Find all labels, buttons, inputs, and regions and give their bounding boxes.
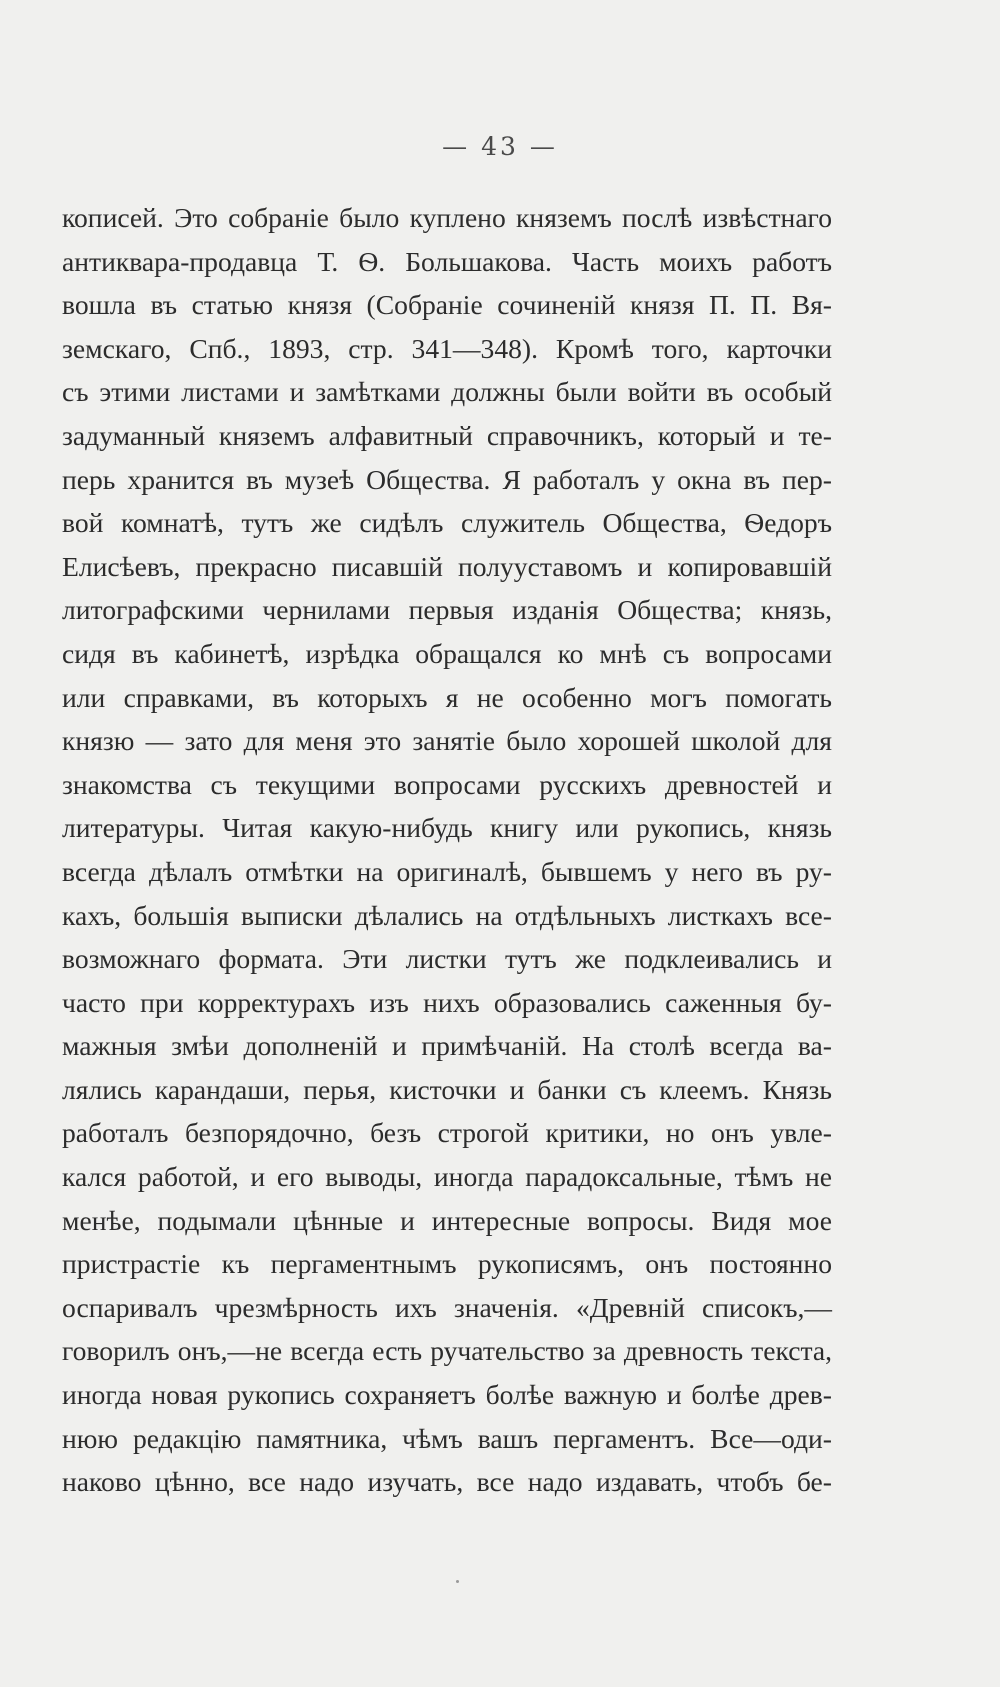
text-line: иногда новая рукопись сохраняетъ болѣе важную и болѣе древ- (62, 1379, 832, 1411)
text-line: литографскими чернилами первыя изданія Общества; князь, (62, 594, 832, 626)
text-line: мажныя змѣи дополненій и примѣчаній. На столѣ всегда ва- (62, 1030, 832, 1062)
text-line: пристрастіе къ пергаментнымъ рукописямъ, онъ постоянно (62, 1248, 832, 1280)
text-line: сидя въ кабинетѣ, изрѣдка обращался ко мнѣ съ вопросами (62, 637, 832, 669)
text-line: возможнаго формата. Эти листки тутъ же подклеивались и (62, 943, 832, 975)
text-line: князю — зато для меня это занятіе было хорошей школой для (62, 725, 832, 757)
text-line: менѣе, подымали цѣнные и интересные вопросы. Видя мое (62, 1204, 832, 1236)
body-text (62, 196, 832, 1504)
page-number: — 43 — (442, 132, 558, 161)
text-line: задуманный княземъ алфавитный справочникъ, который и те- (62, 419, 832, 451)
text-line: знакомства съ текущими вопросами русскихъ древностей и (62, 768, 832, 800)
text-line: кахъ, большія выписки дѣлались на отдѣльныхъ листкахъ все- (62, 899, 832, 931)
text-line: литературы. Читая какую-нибудь книгу или рукопись, князь (62, 812, 832, 844)
text-line: или справками, въ которыхъ я не особенно могъ помогать (62, 681, 832, 713)
text-line: вошла въ статью князя (Собраніе сочиненій князя П. П. Вя- (62, 289, 832, 321)
text-line: земскаго, Спб., 1893, стр. 341—348). Кромѣ того, карточки (62, 332, 832, 364)
text-line: кописей. Это собраніе было куплено княземъ послѣ извѣстнаго (62, 202, 832, 233)
text-line: кался работой, и его выводы, иногда парадоксальные, тѣмъ не (62, 1161, 832, 1193)
text-line: нюю редакцію памятника, чѣмъ вашъ пергаментъ. Все—оди- (62, 1422, 832, 1454)
text-line: антиквара-продавца Т. Ѳ. Большакова. Часть моихъ работъ (62, 245, 832, 277)
text-line: вой комнатѣ, тутъ же сидѣлъ служитель Общества, Ѳедоръ (62, 507, 832, 539)
text-line: работалъ безпорядочно, безъ строгой критики, но онъ увле- (62, 1117, 832, 1149)
text-line: часто при корректурахъ изъ нихъ образовались саженныя бу- (62, 986, 832, 1018)
text-line: перь хранится въ музеѣ Общества. Я работалъ у окна въ пер- (62, 463, 832, 495)
text-line: лялись карандаши, перья, кисточки и банки съ клеемъ. Князь (62, 1073, 832, 1105)
text-line: съ этими листами и замѣтками должны были войти въ особый (62, 376, 832, 408)
text-line: говорилъ онъ,—не всегда есть ручательство за древность текста, (62, 1335, 832, 1367)
text-line: всегда дѣлалъ отмѣтки на оригиналѣ, бывшемъ у него въ ру- (62, 855, 832, 887)
text-line: наково цѣнно, все надо изучать, все надо издавать, чтобъ бе- (62, 1466, 832, 1498)
paper-speck (456, 1580, 459, 1583)
text-line: оспаривалъ чрезмѣрность ихъ значенія. «Древній списокъ,— (62, 1291, 832, 1323)
text-line: Елисѣевъ, прекрасно писавшій полууставомъ и копировавшій (62, 550, 832, 582)
